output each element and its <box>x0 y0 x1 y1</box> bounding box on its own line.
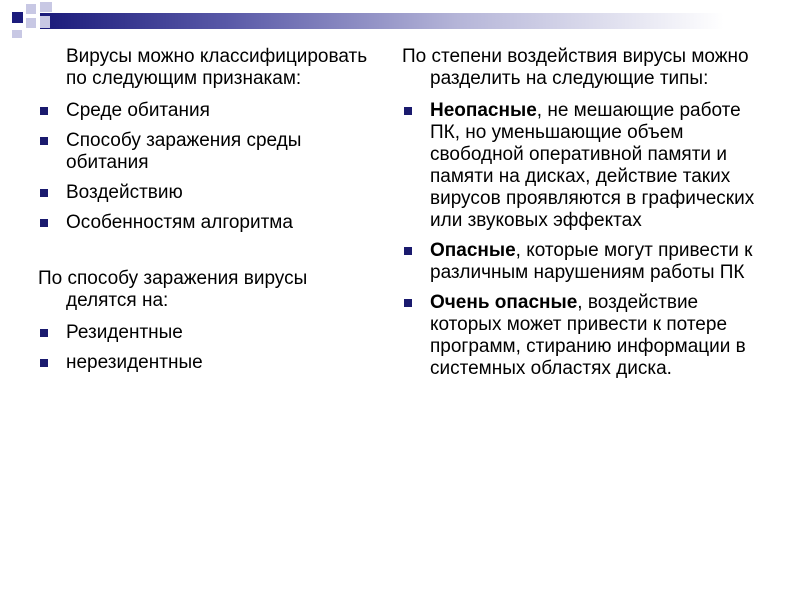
list-item <box>402 240 762 284</box>
bullet-icon <box>404 247 412 255</box>
left-column <box>38 46 368 382</box>
left-intro-2: По способу заражения вирусы делятся на: <box>38 268 308 311</box>
list-item-text: Способу заражения среды обитания <box>66 130 302 173</box>
list-item-text: , которые могут привести к различным нарушениям работы ПК <box>430 240 753 283</box>
bullet-icon <box>40 359 48 367</box>
title-decoration <box>0 0 800 40</box>
bullet-icon <box>40 329 48 337</box>
list-item-text: Среде обитания <box>66 100 210 121</box>
deco-square <box>40 2 52 12</box>
left-intro: Вирусы можно классифицировать по следующим признакам: <box>66 46 368 89</box>
list-item <box>38 352 368 374</box>
gradient-bar <box>40 13 800 29</box>
list-item-text: Особенностям алгоритма <box>66 212 293 233</box>
list-item <box>38 322 368 344</box>
deco-square <box>12 30 22 38</box>
term-label: Опасные <box>430 240 516 261</box>
list-item <box>38 100 368 122</box>
list-item-text: Резидентные <box>66 322 183 343</box>
list-item-text: нерезидентные <box>66 352 203 373</box>
list-item-text: , воздействие которых может привести к потере программ, стиранию информации в системных областях диска. <box>430 292 746 379</box>
list-item <box>402 292 762 380</box>
term-label: Очень опасные <box>430 292 578 313</box>
bullet-icon <box>404 299 412 307</box>
list-item <box>402 100 762 232</box>
list-item <box>38 182 368 204</box>
bullet-icon <box>40 137 48 145</box>
list-item <box>38 130 368 174</box>
right-intro: По степени воздействия вирусы можно разделить на следующие типы: <box>402 46 749 89</box>
list-item <box>38 212 368 234</box>
bullet-icon <box>40 189 48 197</box>
bullet-icon <box>404 107 412 115</box>
deco-square <box>40 16 50 28</box>
deco-square <box>12 12 23 23</box>
bullet-icon <box>40 219 48 227</box>
bullet-icon <box>40 107 48 115</box>
right-column <box>402 46 762 388</box>
term-label: Неопасные <box>430 100 537 121</box>
list-item-text: Воздействию <box>66 182 183 203</box>
deco-square <box>26 4 36 14</box>
list-item-text: , не мешающие работе ПК, но уменьшающие объем свободной оперативной памяти и памяти на дисках, действие таких вирусов проявляются в графических или звуковых эффектах <box>430 100 755 231</box>
deco-square <box>26 18 36 28</box>
